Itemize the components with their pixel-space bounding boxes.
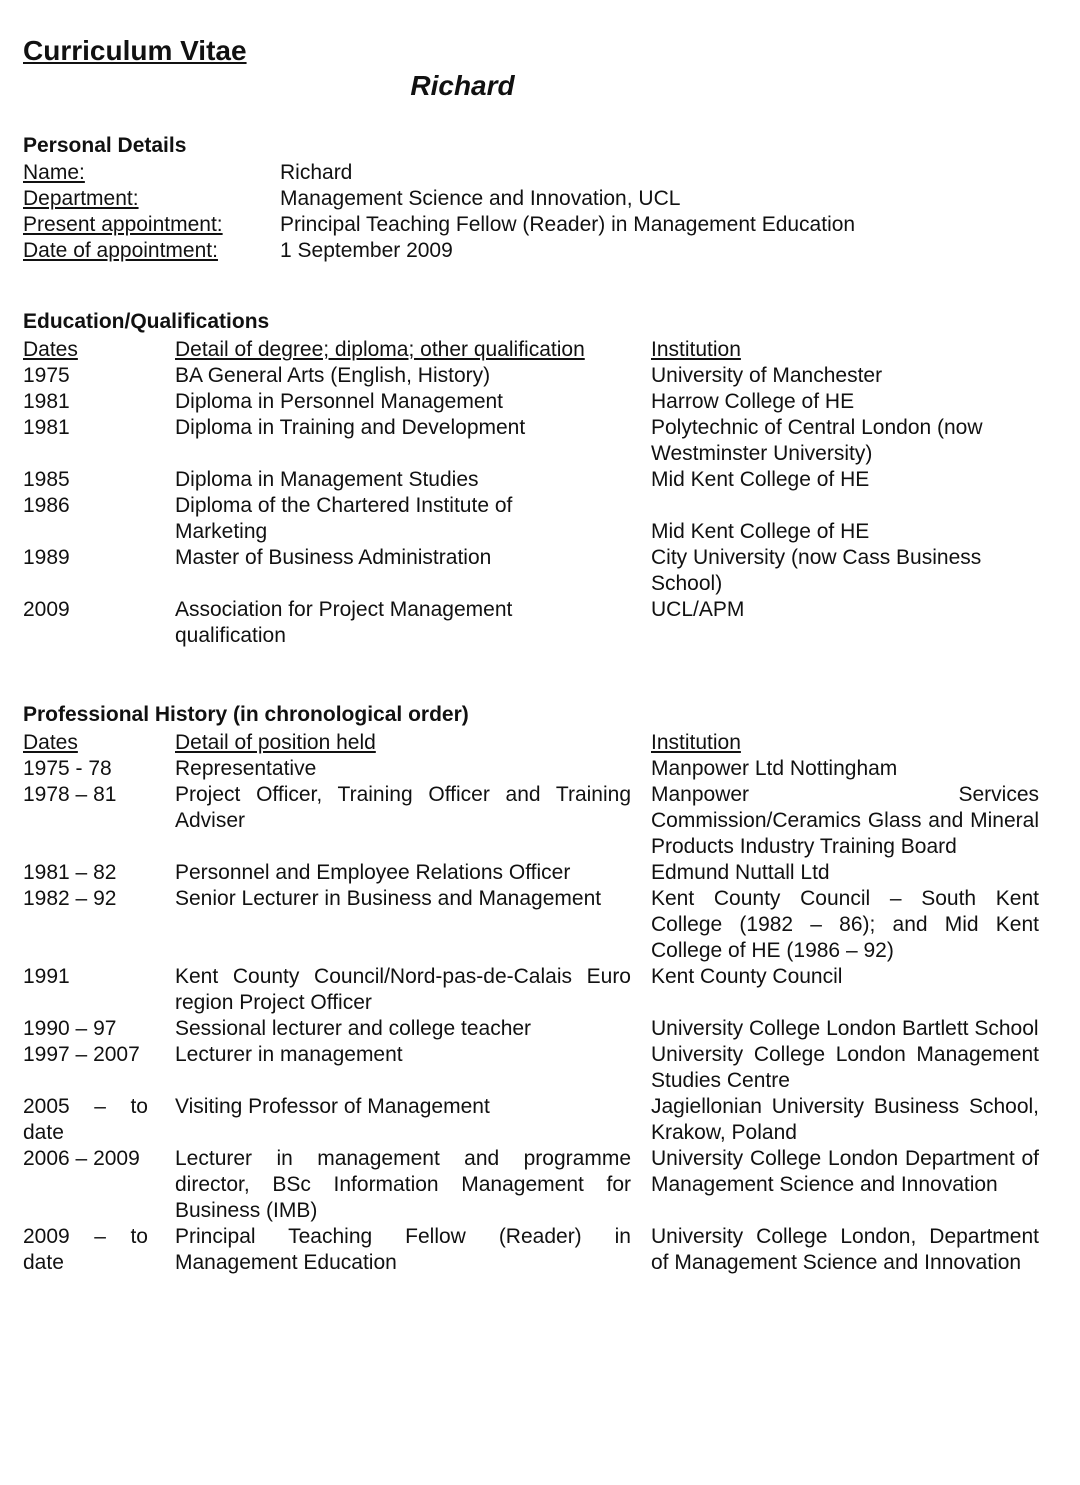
table-row: [23, 1042, 1039, 1094]
professional-header-row: [23, 730, 1039, 756]
row-date: 1981 – 82: [23, 861, 117, 884]
row-detail: Diploma of the Chartered Institute of Marketing: [175, 494, 513, 543]
row-date: 1975: [23, 364, 70, 387]
table-row: [23, 493, 1039, 545]
row-detail: Lecturer in management: [175, 1043, 403, 1066]
row-institution: City University (now Cass Business School): [651, 546, 982, 595]
row-date: 1982 – 92: [23, 887, 117, 910]
personal-label: Name:: [23, 161, 85, 184]
personal-row-department: [23, 186, 855, 212]
personal-value: Richard: [280, 161, 353, 184]
row-date: 1975 - 78: [23, 757, 112, 780]
row-detail: BA General Arts (English, History): [175, 364, 491, 387]
personal-value: Principal Teaching Fellow (Reader) in Management Education: [280, 213, 856, 236]
column-header-detail: Detail of position held: [175, 731, 376, 754]
row-institution: Kent County Council – South Kent College (1982 – 86); and Mid Kent College of HE (1986 – 92): [651, 887, 1039, 962]
row-detail: Senior Lecturer in Business and Management: [175, 887, 602, 910]
column-header-detail: Detail of degree; diploma; other qualification: [175, 338, 585, 361]
row-detail: Master of Business Administration: [175, 546, 492, 569]
table-row: [23, 756, 1039, 782]
row-institution: Jagiellonian University Business School, Krakow, Poland: [651, 1095, 1039, 1144]
table-row: [23, 886, 1039, 964]
row-institution: Mid Kent College of HE: [651, 468, 870, 491]
row-date: 2009: [23, 598, 70, 621]
personal-value: 1 September 2009: [280, 239, 453, 262]
table-row: [23, 1094, 1039, 1146]
column-header-dates: Dates: [23, 731, 78, 754]
row-detail: Sessional lecturer and college teacher: [175, 1017, 532, 1040]
personal-row-name: [23, 160, 855, 186]
row-date: 2009 – to date: [23, 1225, 148, 1274]
row-institution: University College London, Department of Management Science and Innovation: [651, 1225, 1039, 1274]
column-header-dates: Dates: [23, 338, 78, 361]
row-detail: Kent County Council/Nord-pas-de-Calais Euro region Project Officer: [175, 965, 631, 1014]
personal-details-heading: Personal Details: [23, 134, 187, 157]
row-detail: Association for Project Management qualification: [175, 598, 513, 647]
personal-details-table: [23, 160, 855, 264]
row-detail: Diploma in Training and Development: [175, 416, 526, 439]
row-detail: Diploma in Personnel Management: [175, 390, 504, 413]
personal-row-appointment: [23, 212, 855, 238]
row-institution: University College London Management Studies Centre: [651, 1043, 1039, 1092]
row-date: 1986: [23, 494, 70, 517]
row-date: 1997 – 2007: [23, 1043, 140, 1066]
personal-label: Present appointment:: [23, 213, 223, 236]
table-row: [23, 1016, 1039, 1042]
row-date: 1978 – 81: [23, 783, 117, 806]
row-detail: Diploma in Management Studies: [175, 468, 479, 491]
row-institution: Edmund Nuttall Ltd: [651, 861, 830, 884]
education-table: [23, 337, 1039, 649]
row-institution: Manpower Services Commission/Ceramics Glass and Mineral Products Industry Training Board: [651, 783, 1039, 858]
table-row: [23, 467, 1039, 493]
row-institution: Manpower Ltd Nottingham: [651, 757, 898, 780]
table-row: [23, 415, 1039, 467]
personal-row-appointment-date: [23, 238, 855, 264]
row-date: 1990 – 97: [23, 1017, 117, 1040]
table-row: [23, 1224, 1039, 1276]
row-institution: Harrow College of HE: [651, 390, 855, 413]
row-detail: Visiting Professor of Management: [175, 1095, 490, 1118]
table-row: [23, 964, 1039, 1016]
table-row: [23, 389, 1039, 415]
education-heading: Education/Qualifications: [23, 310, 270, 333]
row-institution: University of Manchester: [651, 364, 883, 387]
column-header-institution: Institution: [651, 731, 741, 754]
row-institution: Polytechnic of Central London (now Westminster University): [651, 416, 983, 465]
education-header-row: [23, 337, 1039, 363]
professional-history-heading: Professional History (in chronological order): [23, 703, 469, 726]
document-title: Curriculum Vitae: [23, 35, 247, 66]
personal-value: Management Science and Innovation, UCL: [280, 187, 681, 210]
row-date: 1981: [23, 416, 70, 439]
row-institution: University College London Bartlett School: [651, 1017, 1039, 1040]
row-detail: Lecturer in management and programme director, BSc Information Management for Business (IMB): [175, 1147, 631, 1222]
table-row: [23, 1146, 1039, 1224]
personal-label: Date of appointment:: [23, 239, 218, 262]
column-header-institution: Institution: [651, 338, 741, 361]
table-row: [23, 782, 1039, 860]
row-date: 2005 – to date: [23, 1095, 148, 1144]
row-date: 2006 – 2009: [23, 1147, 140, 1170]
row-date: 1981: [23, 390, 70, 413]
row-detail: Representative: [175, 757, 317, 780]
table-row: [23, 597, 1039, 649]
row-date: 1989: [23, 546, 70, 569]
row-detail: Project Officer, Training Officer and Training Adviser: [175, 783, 631, 832]
row-institution: Mid Kent College of HE: [651, 520, 870, 543]
row-institution: University College London Department of Management Science and Innovation: [651, 1147, 1039, 1196]
table-row: [23, 545, 1039, 597]
row-institution: Kent County Council: [651, 965, 843, 988]
table-row: [23, 860, 1039, 886]
table-row: [23, 363, 1039, 389]
personal-label: Department:: [23, 187, 139, 210]
person-name: Richard: [410, 70, 515, 101]
row-detail: Principal Teaching Fellow (Reader) in Management Education: [175, 1225, 631, 1274]
professional-history-table: [23, 730, 1039, 1276]
row-detail: Personnel and Employee Relations Officer: [175, 861, 571, 884]
row-date: 1985: [23, 468, 70, 491]
row-institution: UCL/APM: [651, 598, 745, 621]
row-date: 1991: [23, 965, 70, 988]
